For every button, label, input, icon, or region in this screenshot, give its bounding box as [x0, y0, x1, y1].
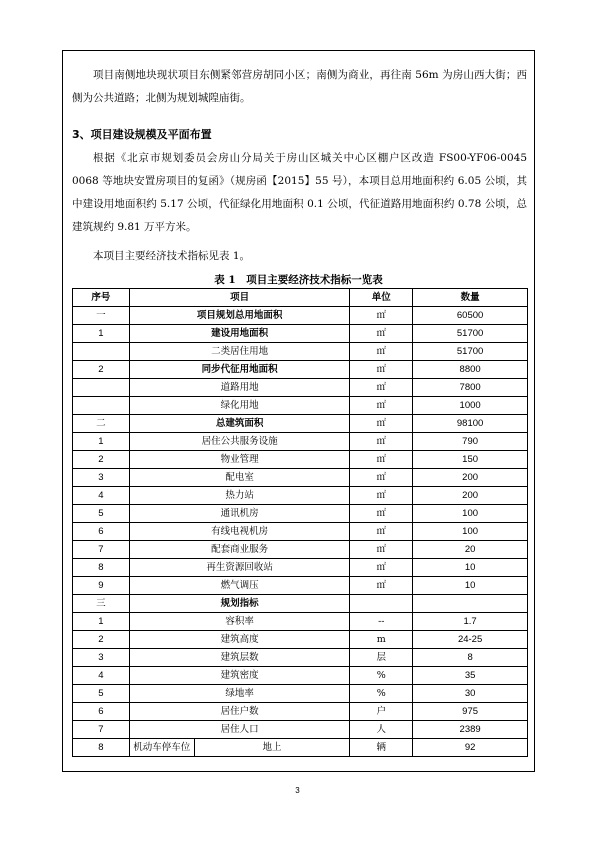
cell-item-category: 机动车停车位 [129, 739, 194, 757]
cell-unit: ㎡ [350, 541, 413, 559]
cell-no: 1 [73, 613, 130, 631]
table-row [73, 685, 528, 703]
cell-no: 二 [73, 415, 130, 433]
cell-unit: ㎡ [350, 325, 413, 343]
cell-item: 居住户数 [129, 703, 349, 721]
table-row [73, 541, 528, 559]
cell-no: 7 [73, 541, 130, 559]
table-reference-paragraph: 本项目主要经济技术指标见表 1。 [93, 250, 251, 262]
cell-qty: 8800 [413, 361, 528, 379]
cell-qty: 150 [413, 451, 528, 469]
cell-unit: ㎡ [350, 433, 413, 451]
cell-qty: 790 [413, 433, 528, 451]
cell-unit: ㎡ [350, 361, 413, 379]
cell-qty: 30 [413, 685, 528, 703]
cell-unit: ㎡ [350, 415, 413, 433]
cell-qty: 8 [413, 649, 528, 667]
cell-item: 有线电视机房 [129, 523, 349, 541]
cell-qty: 35 [413, 667, 528, 685]
cell-qty: 10 [413, 577, 528, 595]
cell-unit: ㎡ [350, 397, 413, 415]
intro-paragraph: 项目南侧地块现状项目东侧紧邻营房胡同小区；南侧为商业，再往南 56m 为房山西大街；西侧为公共道路；北侧为规划城隍庙街。 [72, 69, 527, 104]
cell-item: 绿化用地 [129, 397, 349, 415]
cell-no: 3 [73, 649, 130, 667]
cell-no: 3 [73, 469, 130, 487]
header-qty: 数量 [413, 289, 528, 307]
cell-no: 4 [73, 487, 130, 505]
cell-no: 9 [73, 577, 130, 595]
table-row [73, 361, 528, 379]
cell-unit: ㎡ [350, 307, 413, 325]
cell-qty: 100 [413, 523, 528, 541]
cell-item-subtype: 地上 [194, 739, 350, 757]
cell-no: 三 [73, 595, 130, 613]
cell-unit: -- [350, 613, 413, 631]
cell-no [73, 343, 130, 361]
cell-qty: 100 [413, 505, 528, 523]
header-unit: 单位 [350, 289, 413, 307]
table-row [73, 505, 528, 523]
cell-item: 建筑密度 [129, 667, 349, 685]
table-row [73, 415, 528, 433]
cell-no: 2 [73, 361, 130, 379]
cell-item: 居住公共服务设施 [129, 433, 349, 451]
cell-qty: 2389 [413, 721, 528, 739]
cell-qty: 20 [413, 541, 528, 559]
cell-qty: 975 [413, 703, 528, 721]
cell-unit: 人 [350, 721, 413, 739]
cell-unit: ㎡ [350, 523, 413, 541]
table-row [73, 721, 528, 739]
cell-no: 8 [73, 559, 130, 577]
table-row [73, 325, 528, 343]
cell-item: 燃气调压 [129, 577, 349, 595]
table-row [73, 577, 528, 595]
cell-qty: 10 [413, 559, 528, 577]
cell-item: 二类居住用地 [129, 343, 349, 361]
cell-qty: 7800 [413, 379, 528, 397]
table-row [73, 613, 528, 631]
table-row [73, 397, 528, 415]
cell-unit: ㎡ [350, 379, 413, 397]
page-number: 3 [295, 786, 300, 795]
cell-qty [413, 595, 528, 613]
cell-unit: ㎡ [350, 559, 413, 577]
table-row [73, 631, 528, 649]
cell-unit: ㎡ [350, 487, 413, 505]
table-row [73, 487, 528, 505]
cell-no: 5 [73, 685, 130, 703]
table-row [73, 451, 528, 469]
cell-unit [350, 595, 413, 613]
table-row [73, 307, 528, 325]
cell-qty: 1.7 [413, 613, 528, 631]
cell-unit: 辆 [350, 739, 413, 757]
cell-qty: 92 [413, 739, 528, 757]
cell-item: 再生资源回收站 [129, 559, 349, 577]
table-row [73, 433, 528, 451]
table-row [73, 559, 528, 577]
cell-qty: 200 [413, 469, 528, 487]
cell-item: 容积率 [129, 613, 349, 631]
cell-no: 4 [73, 667, 130, 685]
cell-qty: 51700 [413, 325, 528, 343]
table-header-row [73, 289, 528, 307]
table-row [73, 469, 528, 487]
cell-qty: 1000 [413, 397, 528, 415]
cell-no: 8 [73, 739, 130, 757]
table-row [73, 703, 528, 721]
cell-item: 建筑高度 [129, 631, 349, 649]
cell-item: 道路用地 [129, 379, 349, 397]
cell-no [73, 397, 130, 415]
cell-no: 5 [73, 505, 130, 523]
cell-qty: 24-25 [413, 631, 528, 649]
cell-unit: 层 [350, 649, 413, 667]
cell-unit: ㎡ [350, 451, 413, 469]
cell-unit: % [350, 685, 413, 703]
cell-item: 建设用地面积 [129, 325, 349, 343]
economic-indicators-table [72, 288, 528, 757]
cell-unit: ㎡ [350, 469, 413, 487]
cell-qty: 98100 [413, 415, 528, 433]
table-row [73, 523, 528, 541]
table-caption: 表 1 项目主要经济技术指标一览表 [214, 274, 383, 286]
cell-no: 一 [73, 307, 130, 325]
cell-qty: 60500 [413, 307, 528, 325]
cell-unit: 户 [350, 703, 413, 721]
table-row [73, 649, 528, 667]
cell-item: 居住人口 [129, 721, 349, 739]
cell-item: 配电室 [129, 469, 349, 487]
cell-item: 配套商业服务 [129, 541, 349, 559]
cell-item: 绿地率 [129, 685, 349, 703]
cell-no: 7 [73, 721, 130, 739]
cell-unit: % [350, 667, 413, 685]
table-row [73, 379, 528, 397]
cell-unit: m [350, 631, 413, 649]
cell-qty: 51700 [413, 343, 528, 361]
cell-unit: ㎡ [350, 505, 413, 523]
table-row [73, 343, 528, 361]
cell-item: 物业管理 [129, 451, 349, 469]
cell-item: 建筑层数 [129, 649, 349, 667]
cell-no: 6 [73, 703, 130, 721]
header-no: 序号 [73, 289, 130, 307]
cell-unit: ㎡ [350, 577, 413, 595]
table-row [73, 595, 528, 613]
cell-no: 2 [73, 451, 130, 469]
header-item: 项目 [129, 289, 349, 307]
cell-no: 2 [73, 631, 130, 649]
cell-qty: 200 [413, 487, 528, 505]
cell-no: 6 [73, 523, 130, 541]
cell-unit: ㎡ [350, 343, 413, 361]
cell-no: 1 [73, 433, 130, 451]
cell-item: 规划指标 [129, 595, 349, 613]
cell-item: 热力站 [129, 487, 349, 505]
cell-item: 同步代征用地面积 [129, 361, 349, 379]
table-row [73, 667, 528, 685]
section-heading: 3、项目建设规模及平面布置 [72, 128, 212, 141]
cell-no: 1 [73, 325, 130, 343]
cell-item: 项目规划总用地面积 [129, 307, 349, 325]
section-paragraph: 根据《北京市规划委员会房山分局关于房山区城关中心区棚户区改造 FS00-YF06-0045 0068 等地块安置房项目的复函》（规房函【2015】55 号），本项目总用地面积约 6.05 公顷，其中建设用地面积约 5.17 公顷，代征绿化用地面积 0.1 公顷，代征道路用地面积约 0.78 公顷，总建筑规约 9.81 万平方米。 [72, 152, 527, 233]
cell-item: 总建筑面积 [129, 415, 349, 433]
cell-item: 通讯机房 [129, 505, 349, 523]
table-row [73, 739, 528, 757]
cell-no [73, 379, 130, 397]
